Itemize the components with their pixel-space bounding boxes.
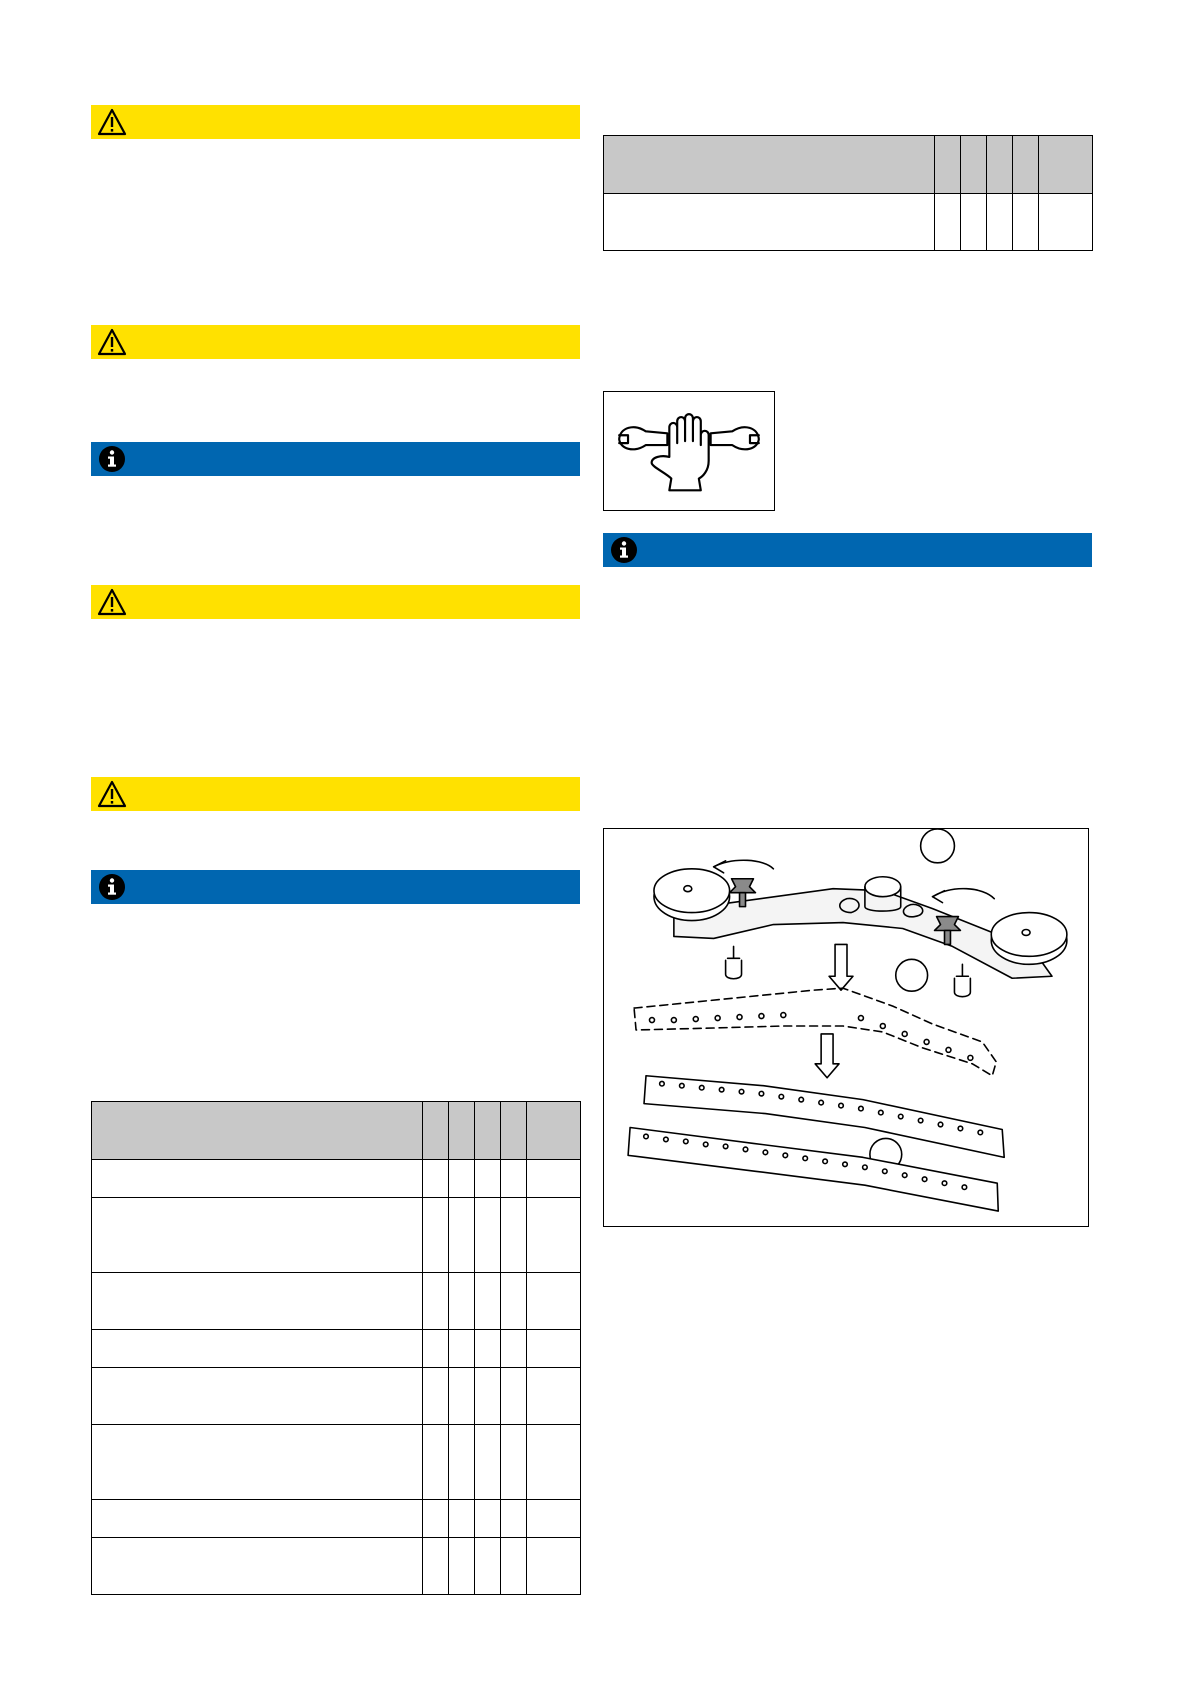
info-circle-icon bbox=[95, 870, 129, 904]
info-notice-bar bbox=[91, 870, 580, 904]
callout-circle bbox=[921, 829, 955, 863]
warning-notice-bar bbox=[91, 777, 580, 811]
warning-triangle-icon bbox=[95, 585, 129, 619]
warning-triangle-icon bbox=[95, 777, 129, 811]
info-circle-icon bbox=[95, 442, 129, 476]
info-circle-icon bbox=[607, 533, 641, 567]
callout-circle bbox=[896, 959, 928, 991]
info-notice-bar bbox=[91, 442, 580, 476]
maintenance-table-right bbox=[603, 135, 1093, 251]
table-row bbox=[92, 1330, 581, 1368]
table-row bbox=[92, 1425, 581, 1500]
table-row bbox=[92, 1538, 581, 1595]
table-header-row bbox=[92, 1102, 581, 1160]
squeegee-blade-replacement-illustration bbox=[604, 829, 1088, 1226]
table-row bbox=[92, 1160, 581, 1198]
warning-triangle-icon bbox=[95, 105, 129, 139]
maintenance-table-left bbox=[91, 1101, 581, 1595]
wrench-glove-icon bbox=[604, 392, 774, 510]
info-notice-bar bbox=[603, 533, 1092, 567]
table-row bbox=[604, 194, 1093, 251]
table-row bbox=[92, 1500, 581, 1538]
warning-notice-bar bbox=[91, 325, 580, 359]
table-header-row bbox=[604, 136, 1093, 194]
squeegee-assembly-figure bbox=[603, 828, 1089, 1227]
table-row bbox=[92, 1273, 581, 1330]
table-row bbox=[92, 1198, 581, 1273]
warning-triangle-icon bbox=[95, 325, 129, 359]
warning-notice-bar bbox=[91, 105, 580, 139]
warning-notice-bar bbox=[91, 585, 580, 619]
table-row bbox=[92, 1368, 581, 1425]
protective-gloves-pictogram bbox=[603, 391, 775, 511]
